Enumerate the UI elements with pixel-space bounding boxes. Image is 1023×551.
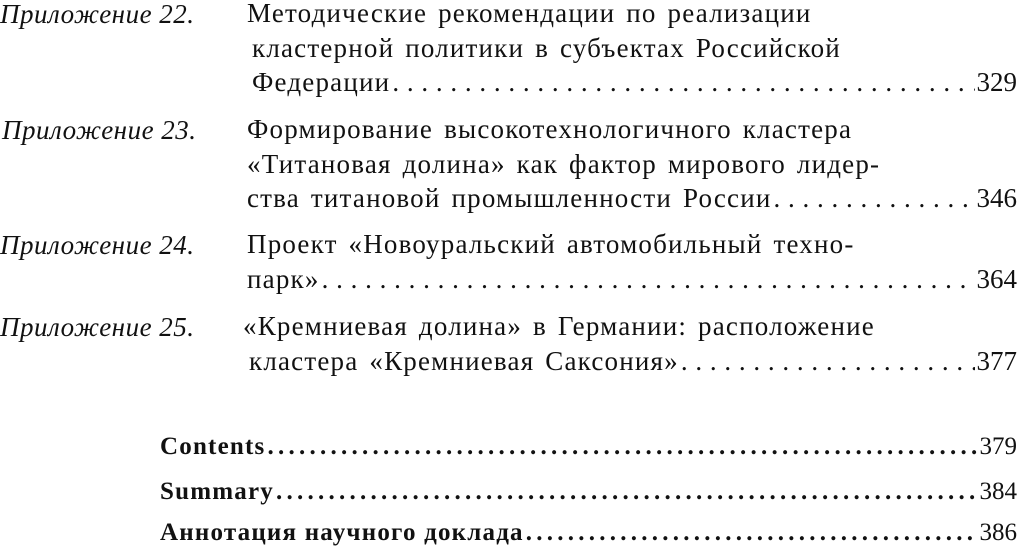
appendix-label: Приложение 23. (2, 115, 197, 145)
title-line-with-leader (247, 262, 1017, 297)
dot-leader (276, 475, 978, 509)
title-line: Методические рекомендации по реализации (247, 0, 812, 28)
toc-entry-contents (160, 430, 1017, 464)
appendix-title (243, 309, 1017, 378)
dot-leader (267, 430, 977, 464)
entry-title: Contents (160, 433, 266, 460)
dot-leader (774, 181, 975, 216)
title-line: Формирование высокотехнологичного кластера (247, 114, 853, 144)
appendix-label: Приложение 24. (0, 230, 195, 260)
title-line: «Титановая долина» как фактор мирового лидер- (247, 148, 881, 179)
page-number: 377 (976, 345, 1017, 376)
appendix-title (247, 227, 1017, 296)
title-line: кластера «Кремниевая Саксония» (249, 345, 679, 376)
title-line-with-leader (243, 344, 1017, 379)
dot-leader (681, 344, 975, 379)
page-number: 384 (979, 478, 1017, 505)
appendix-title (247, 112, 1017, 216)
appendix-label: Приложение 22. (0, 0, 195, 29)
dot-leader (392, 65, 974, 100)
appendix-title (247, 0, 1017, 100)
title-line-with-leader (247, 65, 1017, 100)
dot-leader (526, 516, 978, 550)
page-number: 364 (976, 263, 1017, 294)
appendix-label: Приложение 25. (0, 312, 195, 342)
page-number: 386 (979, 519, 1017, 546)
entry-title: Summary (160, 478, 274, 505)
title-line: «Кремниевая долина» в Германии: расположение (243, 311, 875, 341)
title-line: ства титановой промышленности России (247, 183, 772, 213)
title-line: Федерации (252, 67, 391, 97)
page-number: 329 (976, 67, 1017, 97)
entry-title: Аннотация научного доклада (160, 519, 524, 546)
title-line-with-leader (247, 181, 1017, 216)
page-number: 346 (976, 183, 1017, 213)
toc-entry-summary (160, 475, 1017, 509)
title-line: кластерной политики в субъектах Российской (252, 32, 841, 63)
title-line: Проект «Новоуральский автомобильный техно- (247, 229, 855, 259)
dot-leader (322, 262, 975, 297)
toc-entry-annotation (160, 516, 1017, 550)
title-line: парк» (247, 263, 320, 294)
page-number: 379 (979, 433, 1017, 460)
